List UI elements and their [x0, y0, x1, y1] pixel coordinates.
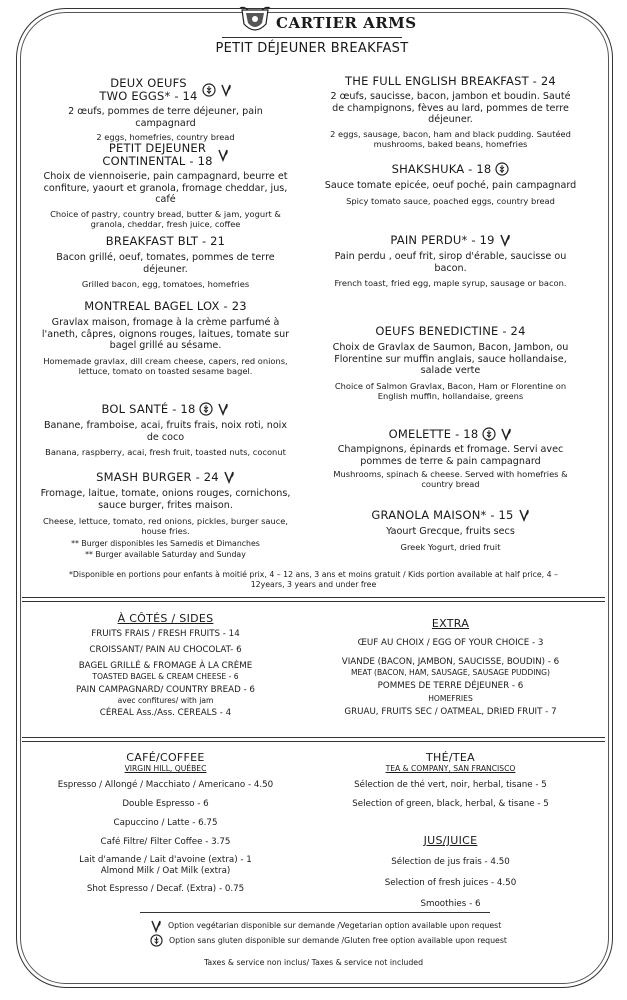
item-title: PETIT DEJEUNER [108, 141, 207, 155]
juice-item: Selection of fresh juices - 4.50 [384, 878, 517, 888]
item-title: SHAKSHUKA - 18 [391, 161, 492, 176]
legend-divider [140, 912, 490, 913]
item-title: DEUX OEUFS [110, 76, 187, 90]
tea-item: Sélection de thé vert, noir, herbal, tisane - 5 [354, 780, 547, 790]
item-desc-en: Banana, raspberry, acai, fresh fruit, toasted nuts, coconut [45, 447, 286, 457]
item-desc-fr: Choix de Gravlax de Saumon, Bacon, Jambon, ou Florentine sur muffin anglais, sauce hollandaise, salade verte [332, 342, 569, 376]
coffee-item: Double Espresso - 6 [122, 799, 209, 809]
coffee-title: CAFÉ/COFFEE [126, 751, 205, 764]
item-desc-en: Choice of pastry, country bread, butter & jam, yogurt & granola, cheddar, fresh juice, coffee [50, 208, 281, 229]
side-item: CROISSANT/ PAIN AU CHOCOLAT- 6 [89, 645, 242, 655]
side-item: CÉREAL Ass./Ass. CEREALS - 4 [99, 708, 232, 718]
gluten-free-icon [482, 427, 496, 441]
gluten-free-icon [495, 162, 509, 176]
item-desc-en: 2 eggs, sausage, bacon, ham and black pudding. Sautéed mushrooms, baked beans, homefries [330, 128, 571, 149]
coffee-item: Lait d'amande / Lait d'avoine (extra) - 1 [79, 855, 252, 865]
legend-gluten-free [150, 934, 550, 947]
item-desc-fr: Sauce tomate epicée, oeuf poché, pain campagnard [324, 180, 577, 191]
legend-vegetarian-text: Option vegétarian disponible sur demande /Vegetarian option available upon request [168, 921, 502, 931]
sides-section [38, 612, 293, 719]
kids-portion-note: *Disponible en portions pour enfants à moitié prix, 4 – 12 ans, 3 ans et moins gratuit / Kids portion available at half price, 4 – 12years, 3 years and under free [69, 570, 558, 589]
menu-item-pain-perdu [323, 233, 578, 288]
sides-title: À CÔTÉS / SIDES [117, 612, 214, 625]
gluten-free-icon [150, 934, 163, 947]
item-title: OMELETTE - 18 [388, 426, 479, 441]
section-divider-top-2 [22, 601, 605, 602]
side-item: BAGEL GRILLÉ & FROMAGE À LA CRÈME [78, 661, 253, 671]
item-desc-fr: Bacon grillé, oeuf, tomates, pommes de terre déjeuner. [56, 252, 275, 275]
menu-item-shakshuka [323, 162, 578, 206]
juice-item: Smoothies - 6 [420, 899, 481, 909]
burger-note-en: ** Burger available Saturday and Sunday [85, 549, 246, 559]
coffee-section [38, 751, 293, 895]
item-title: OEUFS BENEDICTINE - 24 [375, 324, 526, 338]
item-desc-en: Mushrooms, spinach & cheese. Served with homefries & country bread [333, 469, 568, 489]
menu-item-bol-sante [38, 402, 293, 457]
item-desc-en: Homemade gravlax, dill cream cheese, capers, red onions, lettuce, tomato on toasted sesame bagel. [43, 355, 288, 376]
extra-title: EXTRA [431, 617, 470, 630]
extra-section [323, 617, 578, 718]
leaf-icon [518, 508, 530, 522]
tea-subtitle: TEA & COMPANY, SAN FRANCISCO [385, 764, 516, 773]
menu-item-deux-oeufs [38, 77, 293, 142]
coffee-item: Shot Espresso / Decaf. (Extra) - 0.75 [86, 884, 245, 894]
legend-gluten-free-text: Option sans gluten disponible sur demande /Gluten free option available upon request [169, 935, 507, 945]
taxes-note: Taxes & service non inclus/ Taxes & service not included [203, 958, 424, 967]
item-desc-en: Spicy tomato sauce, poached eggs, country bread [346, 195, 555, 206]
extra-item: GRUAU, FRUITS SEC / OATMEAL, DRIED FRUIT - 7 [344, 707, 557, 717]
extra-item: POMMES DE TERRE DÉJEUNER - 6 [377, 681, 524, 691]
side-item-sub: avec confitures/ with jam [117, 696, 214, 705]
tea-item: Selection of green, black, herbal, & tisane - 5 [352, 799, 549, 809]
header-divider [222, 37, 402, 38]
item-desc-fr: Fromage, laitue, tomate, onions rouges, cornichons, sauce burger, frites maison. [40, 488, 291, 511]
extra-item: ŒUF AU CHOIX / EGG OF YOUR CHOICE - 3 [357, 638, 544, 648]
leaf-icon [500, 427, 512, 441]
menu-item-blt [38, 235, 293, 289]
item-desc-en: French toast, fried egg, maple syrup, sausage or bacon. [334, 278, 567, 288]
coffee-subtitle: VIRGIN HILL, QUÉBEC [124, 764, 207, 773]
item-desc-en: Choice of Salmon Gravlax, Bacon, Ham or Florentine on English muffin, hollandaise, greens [334, 380, 567, 401]
item-title: GRANOLA MAISON* - 15 [371, 507, 514, 522]
coffee-item: Capuccino / Latte - 6.75 [113, 818, 218, 828]
item-desc-fr: Pain perdu , oeuf frit, sirop d'érable, saucisse ou bacon. [334, 251, 567, 274]
side-item: FRUITS FRAIS / FRESH FRUITS - 14 [91, 629, 240, 639]
tea-title: THÉ/TEA [426, 751, 475, 764]
extra-item: VIANDE (BACON, JAMBON, SAUCISSE, BOUDIN) - 6 [341, 657, 560, 667]
extra-item-sub: MEAT (BACON, HAM, SAUSAGE, SAUSAGE PUDDING) [351, 668, 550, 677]
leaf-icon [217, 402, 229, 416]
juice-item: Sélection de jus frais - 4.50 [391, 857, 510, 867]
tea-section [323, 751, 578, 810]
item-title: BOL SANTÉ - 18 [101, 401, 196, 416]
menu-item-full-english [323, 75, 578, 149]
gluten-free-icon [199, 402, 213, 416]
item-title-2: CONTINENTAL - 18 [102, 154, 213, 168]
item-desc-en: 2 eggs, homefries, country bread [96, 132, 235, 142]
extra-item-sub: HOMEFRIES [428, 694, 473, 703]
item-title: BREAKFAST BLT - 21 [105, 234, 226, 248]
leaf-icon [220, 83, 232, 97]
item-desc-en: Greek Yogurt, dried fruit [400, 541, 501, 552]
item-desc-en: Grilled bacon, egg, tomatoes, homefries [81, 279, 250, 289]
section-divider-mid [22, 737, 605, 738]
coffee-item: Café Filtre/ Filter Coffee - 3.75 [100, 837, 231, 847]
item-title-2: TWO EGGS* - 14 [99, 89, 198, 103]
leaf-icon [223, 470, 235, 484]
burger-note-fr: ** Burger disponibles les Samedis et Dimanches [71, 539, 260, 548]
side-item: PAIN CAMPAGNARD/ COUNTRY BREAD - 6 [76, 685, 255, 695]
legend-vegetarian [150, 919, 550, 933]
leaf-icon [499, 233, 511, 247]
item-desc-fr: Champignons, épinards et fromage. Servi avec pommes de terre & pain campagnard [337, 444, 564, 467]
section-divider-mid-2 [22, 741, 605, 742]
item-desc-fr: 2 œufs, saucisse, bacon, jambon et boudin. Sauté de champignons, fèves au lard, pommes de terre déjeuner. [330, 91, 571, 125]
item-desc-en: Cheese, lettuce, tomato, red onions, pickles, burger sauce, house fries. [42, 516, 289, 536]
juice-section [323, 834, 578, 910]
menu-item-omelette [323, 427, 578, 489]
item-desc-fr: Banane, framboise, acai, fruits frais, noix roti, noix de coco [43, 420, 288, 443]
juice-title: JUS/JUICE [423, 834, 478, 847]
menu-item-granola [323, 508, 578, 552]
menu-item-bagel-lox [38, 300, 293, 376]
item-title: PAIN PERDU* - 19 [390, 232, 495, 247]
leaf-icon [150, 919, 162, 933]
page-subtitle: PETIT DÉJEUNER BREAKFAST [215, 41, 409, 56]
item-desc-fr: 2 œufs, pommes de terre déjeuner, pain campagnard [68, 106, 263, 129]
item-title: MONTREAL BAGEL LOX - 23 [84, 299, 247, 313]
item-desc-fr: Choix de viennoiserie, pain campagnard, beurre et confiture, yaourt et granola, fromage cheddar, jus, café [43, 171, 288, 205]
menu-item-benedictine [323, 325, 578, 401]
side-item-sub: TOASTED BAGEL & CREAM CHEESE - 6 [92, 672, 239, 681]
crest-logo-icon [238, 6, 272, 36]
coffee-item: Espresso / Allongé / Macchiato / Americano - 4.50 [57, 780, 274, 790]
brand-name: CARTIER ARMS [276, 14, 417, 32]
item-desc-fr: Gravlax maison, fromage à la crème parfumé à l'aneth, câpres, oignons rouges, laitues, tomate sur bagel grillé au sésame. [41, 317, 290, 351]
item-title: SMASH BURGER - 24 [96, 469, 219, 484]
gluten-free-icon [202, 83, 216, 97]
coffee-item: Almond Milk / Oat Milk (extra) [100, 866, 231, 876]
item-desc-fr: Yaourt Grecque, fruits secs [386, 526, 515, 537]
leaf-icon [217, 148, 229, 162]
menu-item-continental [38, 142, 293, 229]
item-title: THE FULL ENGLISH BREAKFAST - 24 [345, 74, 556, 88]
section-divider-top [22, 597, 605, 598]
menu-item-smash-burger [38, 470, 293, 559]
